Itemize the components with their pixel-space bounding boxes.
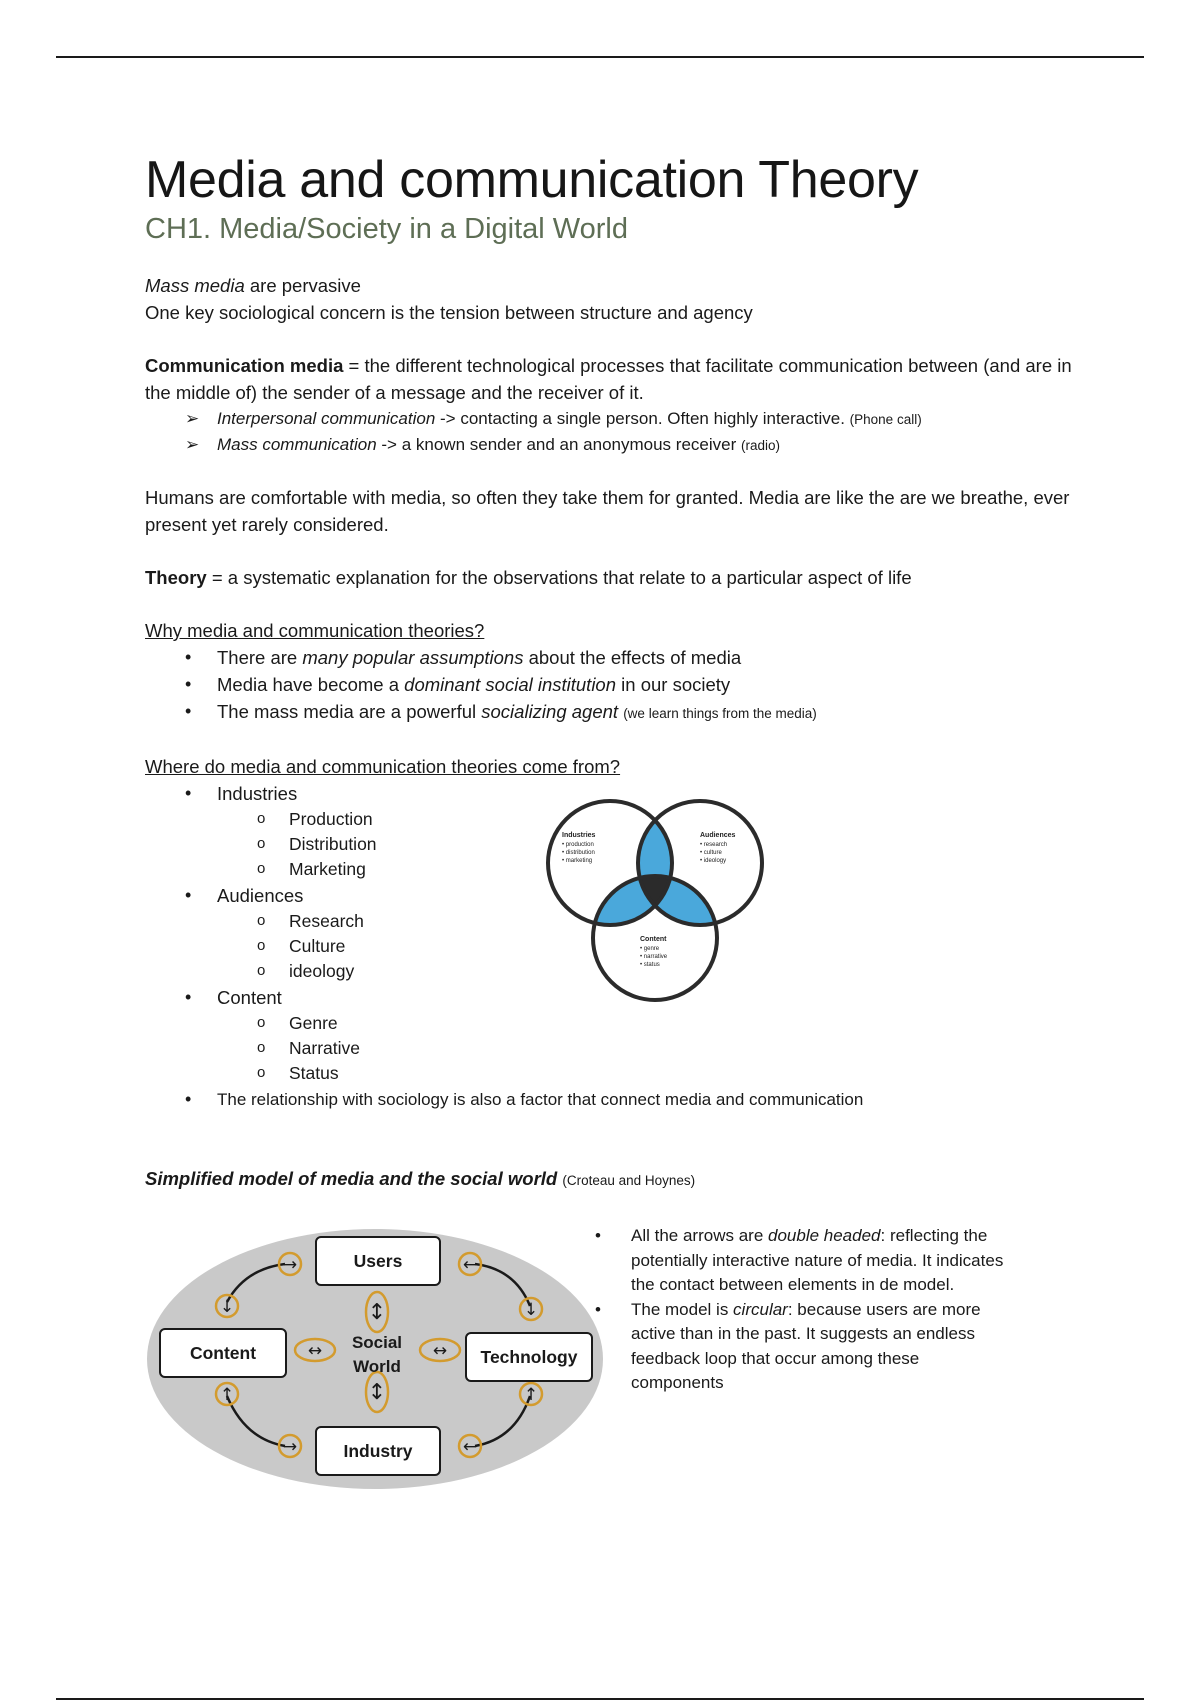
arrow-glyph: ← bbox=[462, 1255, 478, 1275]
venn-label-industries: Industries bbox=[562, 832, 596, 839]
sub-list-item: o Production bbox=[257, 807, 1075, 832]
sub-list bbox=[217, 1011, 1075, 1086]
page-title: Media and communication Theory bbox=[145, 151, 919, 209]
communication-media-term: Communication media bbox=[145, 355, 344, 376]
communication-types-list bbox=[145, 406, 1075, 458]
svg-text:• production: • production bbox=[562, 842, 594, 848]
list-item: • All the arrows are double headed: reflecting the potentially interactive nature of media. It indicates the contact between elements in de model. bbox=[593, 1224, 1013, 1298]
list-item: ➢ Interpersonal communication -> contacting a single person. Often highly interactive. (Phone call) bbox=[185, 406, 1075, 432]
sub-list-item: o Status bbox=[257, 1061, 1075, 1086]
list-item: • The relationship with sociology is also a factor that connect media and communication bbox=[185, 1086, 1075, 1113]
svg-text:• marketing: • marketing bbox=[562, 858, 593, 864]
sub-list-item: o Marketing bbox=[257, 857, 1075, 882]
list-item: • Media have become a dominant social institution in our society bbox=[185, 671, 1075, 698]
theory-definition: Theory = a systematic explanation for the observations that relate to a particular aspect of life bbox=[145, 567, 912, 588]
arrow-glyph: ↑ bbox=[219, 1385, 235, 1405]
list-item: • Audiences o Research o Culture o ideology bbox=[185, 882, 1075, 984]
media-social-world-diagram bbox=[145, 1224, 605, 1494]
why-heading: Why media and communication theories? bbox=[145, 620, 485, 641]
arrow-glyph: → bbox=[282, 1255, 298, 1275]
structure-agency-line: One key sociological concern is the tension between structure and agency bbox=[145, 302, 753, 323]
svg-text:• status: • status bbox=[640, 962, 660, 968]
arrow-glyph: ← bbox=[462, 1437, 478, 1457]
svg-text:• ideology: • ideology bbox=[700, 858, 727, 864]
venn-label-content: Content bbox=[640, 936, 667, 943]
users-box: Users bbox=[315, 1236, 441, 1286]
list-item: • There are many popular assumptions about the effects of media bbox=[185, 644, 1075, 671]
list-item: • The model is circular: because users are more active than in the past. It suggests an endless feedback loop that occur among these components bbox=[593, 1298, 1013, 1396]
list-item: • Industries o Production o Distribution o Marketing bbox=[185, 780, 1075, 882]
arrow-glyph: ↑ bbox=[523, 1385, 539, 1405]
arrow-glyph: ↕ bbox=[367, 1380, 387, 1405]
sub-list-item: o ideology bbox=[257, 959, 1075, 984]
model-heading bbox=[145, 1165, 1075, 1194]
svg-text:• distribution: • distribution bbox=[562, 850, 595, 856]
industry-box: Industry bbox=[315, 1426, 441, 1476]
model-source: (Croteau and Hoynes) bbox=[562, 1173, 696, 1188]
sub-list-item: o Narrative bbox=[257, 1036, 1075, 1061]
theory-term: Theory bbox=[145, 567, 207, 588]
model-title: Simplified model of media and the social world bbox=[145, 1168, 558, 1189]
social-world-label: Social World bbox=[351, 1333, 403, 1376]
list-item: • The mass media are a powerful socializing agent (we learn things from the media) bbox=[185, 698, 1075, 727]
arrow-glyph: ↓ bbox=[219, 1297, 235, 1317]
technology-box: Technology bbox=[465, 1332, 593, 1382]
why-list bbox=[145, 644, 1075, 727]
mass-media-term: Mass media bbox=[145, 275, 245, 296]
list-item: ➢ Mass communication -> a known sender and an anonymous receiver (radio) bbox=[185, 432, 1075, 458]
top-rule bbox=[56, 56, 1144, 58]
comfort-paragraph: Humans are comfortable with media, so often they take them for granted. Media are like the are we breathe, ever present yet rarely considered. bbox=[145, 487, 1070, 535]
arrow-glyph: ↕ bbox=[367, 1300, 387, 1325]
model-section bbox=[145, 1224, 1075, 1504]
arrow-glyph: ↔ bbox=[432, 1341, 448, 1361]
arrow-glyph: → bbox=[282, 1437, 298, 1457]
arrow-glyph: ↓ bbox=[523, 1300, 539, 1320]
sources-section bbox=[145, 753, 1075, 1113]
sub-list-item: o Culture bbox=[257, 934, 1075, 959]
svg-text:• narrative: • narrative bbox=[640, 954, 668, 960]
sub-list-item: o Research bbox=[257, 909, 1075, 934]
list-item: • Content o Genre o Narrative o Status bbox=[185, 984, 1075, 1086]
page-content bbox=[145, 150, 1075, 1504]
sub-list-item: o Distribution bbox=[257, 832, 1075, 857]
communication-media-definition: Communication media = the different technological processes that facilitate communication between (and are in the middle of) the sender of a message and the receiver of it. bbox=[145, 355, 1072, 403]
content-box: Content bbox=[159, 1328, 287, 1378]
page-subtitle: CH1. Media/Society in a Digital World bbox=[145, 213, 628, 245]
where-heading: Where do media and communication theories come from? bbox=[145, 756, 621, 777]
sub-list-item: o Genre bbox=[257, 1011, 1075, 1036]
svg-text:• genre: • genre bbox=[640, 946, 660, 952]
svg-text:• culture: • culture bbox=[700, 850, 722, 856]
arrow-glyph: ↔ bbox=[307, 1341, 323, 1361]
venn-label-audiences: Audiences bbox=[700, 832, 736, 839]
venn-diagram bbox=[540, 793, 770, 1013]
mass-media-line: Mass media are pervasive bbox=[145, 275, 361, 296]
model-notes bbox=[593, 1224, 1013, 1396]
svg-text:• research: • research bbox=[700, 842, 728, 848]
